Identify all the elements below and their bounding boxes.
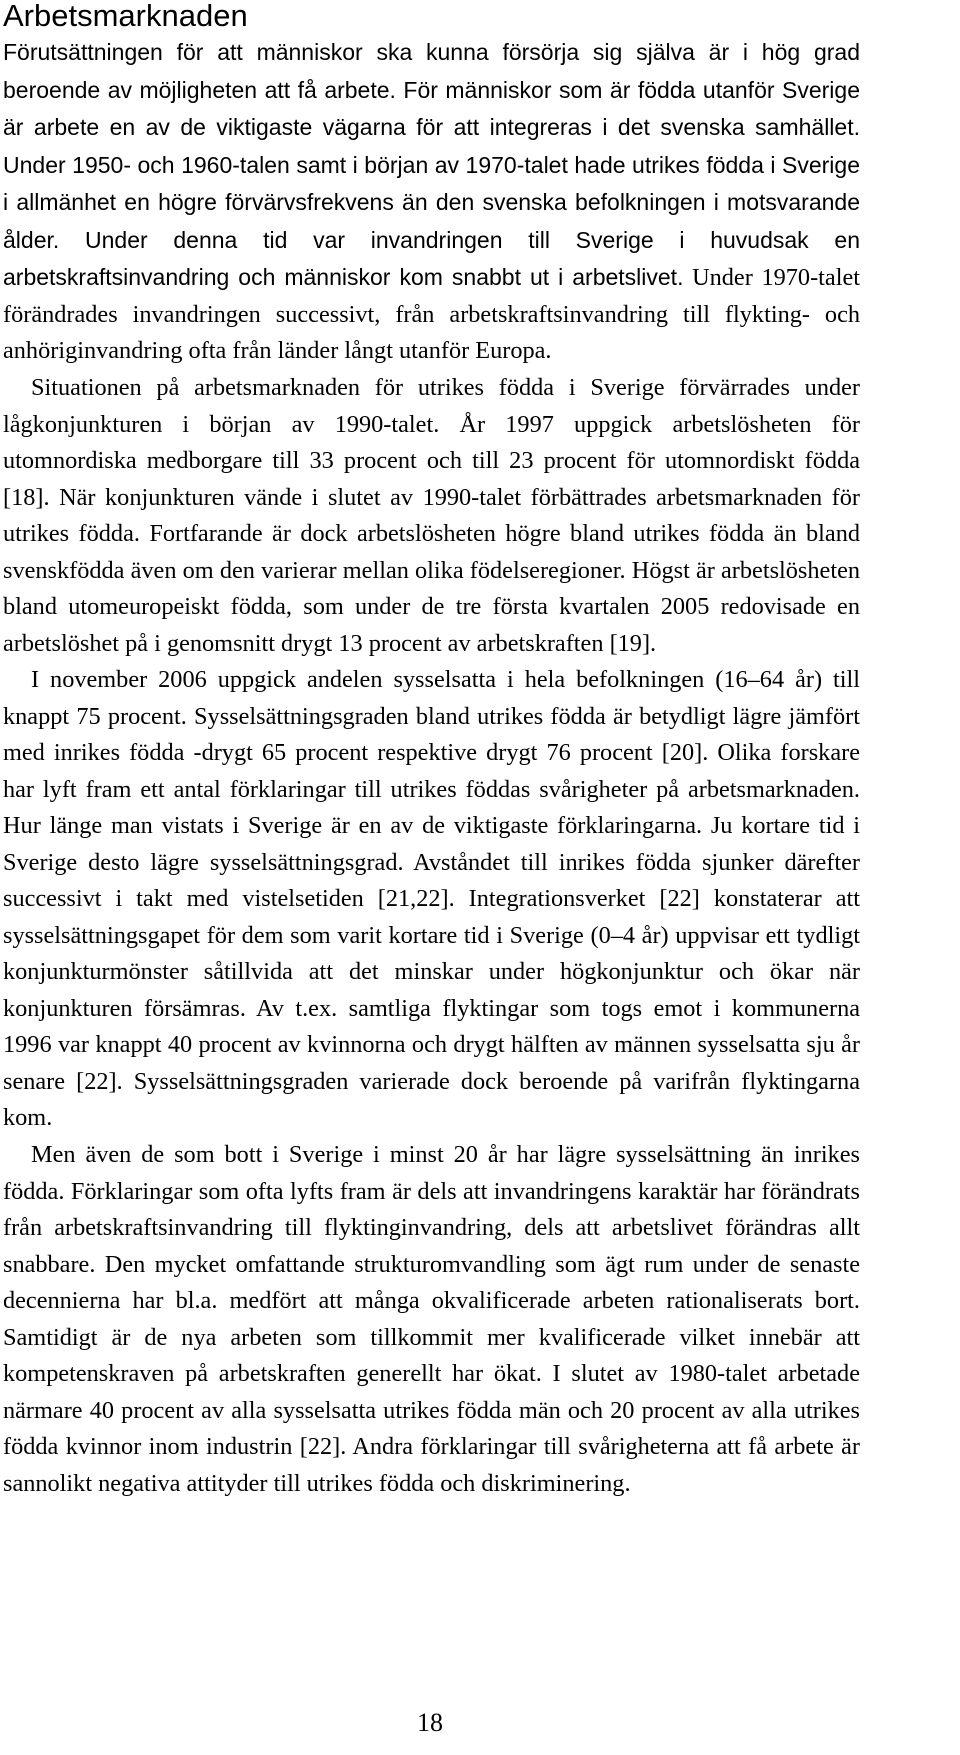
paragraph-unemployment: Situationen på arbetsmarknaden för utrikes födda i Sverige förvärrades under lågkonjunkturen i början av 1990-talet. År 1997 uppgick arbetslösheten för utomnordiska medborgare till 33 procent och till 23 procent för utomnordiskt födda [18]. När konjunkturen vände i slutet av 1990-talet förbättrades arbetsmarknaden för utrikes födda. Fortfarande är dock arbetslösheten högre bland utrikes födda än bland svenskfödda även om den varierar mellan olika födelseregioner. Högst är arbetslösheten bland utomeuropeiskt födda, som under de tre första kvartalen 2005 redovisade en arbetslöshet på i genomsnitt drygt 13 procent av arbetskraften [19]. — [3, 374, 860, 657]
section-heading: Arbetsmarknaden — [3, 0, 248, 33]
paragraph-intro-sans-part: Förutsättningen för att människor ska kunna försörja sig själva är i hög grad beroende av möjligheten att få arbete. För människor som är födda utanför Sverige är arbete en av de viktigaste vägarna för att integreras i det svenska samhället. Under 1950- och 1960-talen samt i början av 1970-talet hade utrikes födda i Sverige i allmänhet en högre förvärvsfrekvens än den svenska befolkningen i motsvarande ålder. Under denna tid var invandringen till Sverige i huvudsak en arbetskraftsinvandring och människor kom snabbt ut i arbetslivet. — [3, 39, 860, 290]
paragraph-intro-serif-part: Under 1970-talet förändrades invandringen successivt, från arbetskraftsinvandring till flykting- och anhöriginvandring ofta från länder långt utanför Europa. — [3, 264, 860, 364]
paragraph-long-term-residents: Men även de som bott i Sverige i minst 20 år har lägre sysselsättning än inrikes födda. Förklaringar som ofta lyfts fram är dels att invandringens karaktär har förändrats från arbetskraftsinvandring till flyktinginvandring, dels att arbetslivet förändras allt snabbare. Den mycket omfattande strukturomvandling som ägt rum under de senaste decennierna har bl.a. medfört att många okvalificerade arbeten rationaliserats bort. Samtidigt är de nya arbeten som tillkommit mer kvalificerade vilket innebär att kompetenskraven på arbetskraften generellt har ökat. I slutet av 1980-talet arbetade närmare 40 procent av alla sysselsatta utrikes födda män och 20 procent av alla utrikes födda kvinnor inom industrin [22]. Andra förklaringar till svårigheterna att få arbete är sannolikt negativa attityder till utrikes födda och diskriminering. — [3, 1141, 860, 1497]
page-number: 18 — [417, 1708, 443, 1737]
paragraph-employment-rate: I november 2006 uppgick andelen sysselsatta i hela befolkningen (16–64 år) till knappt 75 procent. Sysselsättningsgraden bland utrikes födda är betydligt lägre jämfört med inrikes födda -drygt 65 procent respektive drygt 76 procent [20]. Olika forskare har lyft fram ett antal förklaringar till utrikes föddas svårigheter på arbetsmarknaden. Hur länge man vistats i Sverige är en av de viktigaste förklaringarna. Ju kortare tid i Sverige desto lägre sysselsättningsgrad. Avståndet till inrikes födda sjunker därefter successivt i takt med vistelsetiden [21,22]. Integrationsverket [22] konstaterar att sysselsättningsgapet för dem som varit kortare tid i Sverige (0–4 år) uppvisar ett tydligt konjunkturmönster såtillvida att det minskar under högkonjunktur och ökar när konjunkturen försämras. Av t.ex. samtliga flyktingar som togs emot i kommunerna 1996 var knappt 40 procent av kvinnorna och drygt hälften av männen sysselsatta sju år senare [22]. Sysselsättningsgraden varierade dock beroende på varifrån flyktingarna kom. — [3, 666, 860, 1131]
paragraph-intro — [3, 34, 860, 370]
